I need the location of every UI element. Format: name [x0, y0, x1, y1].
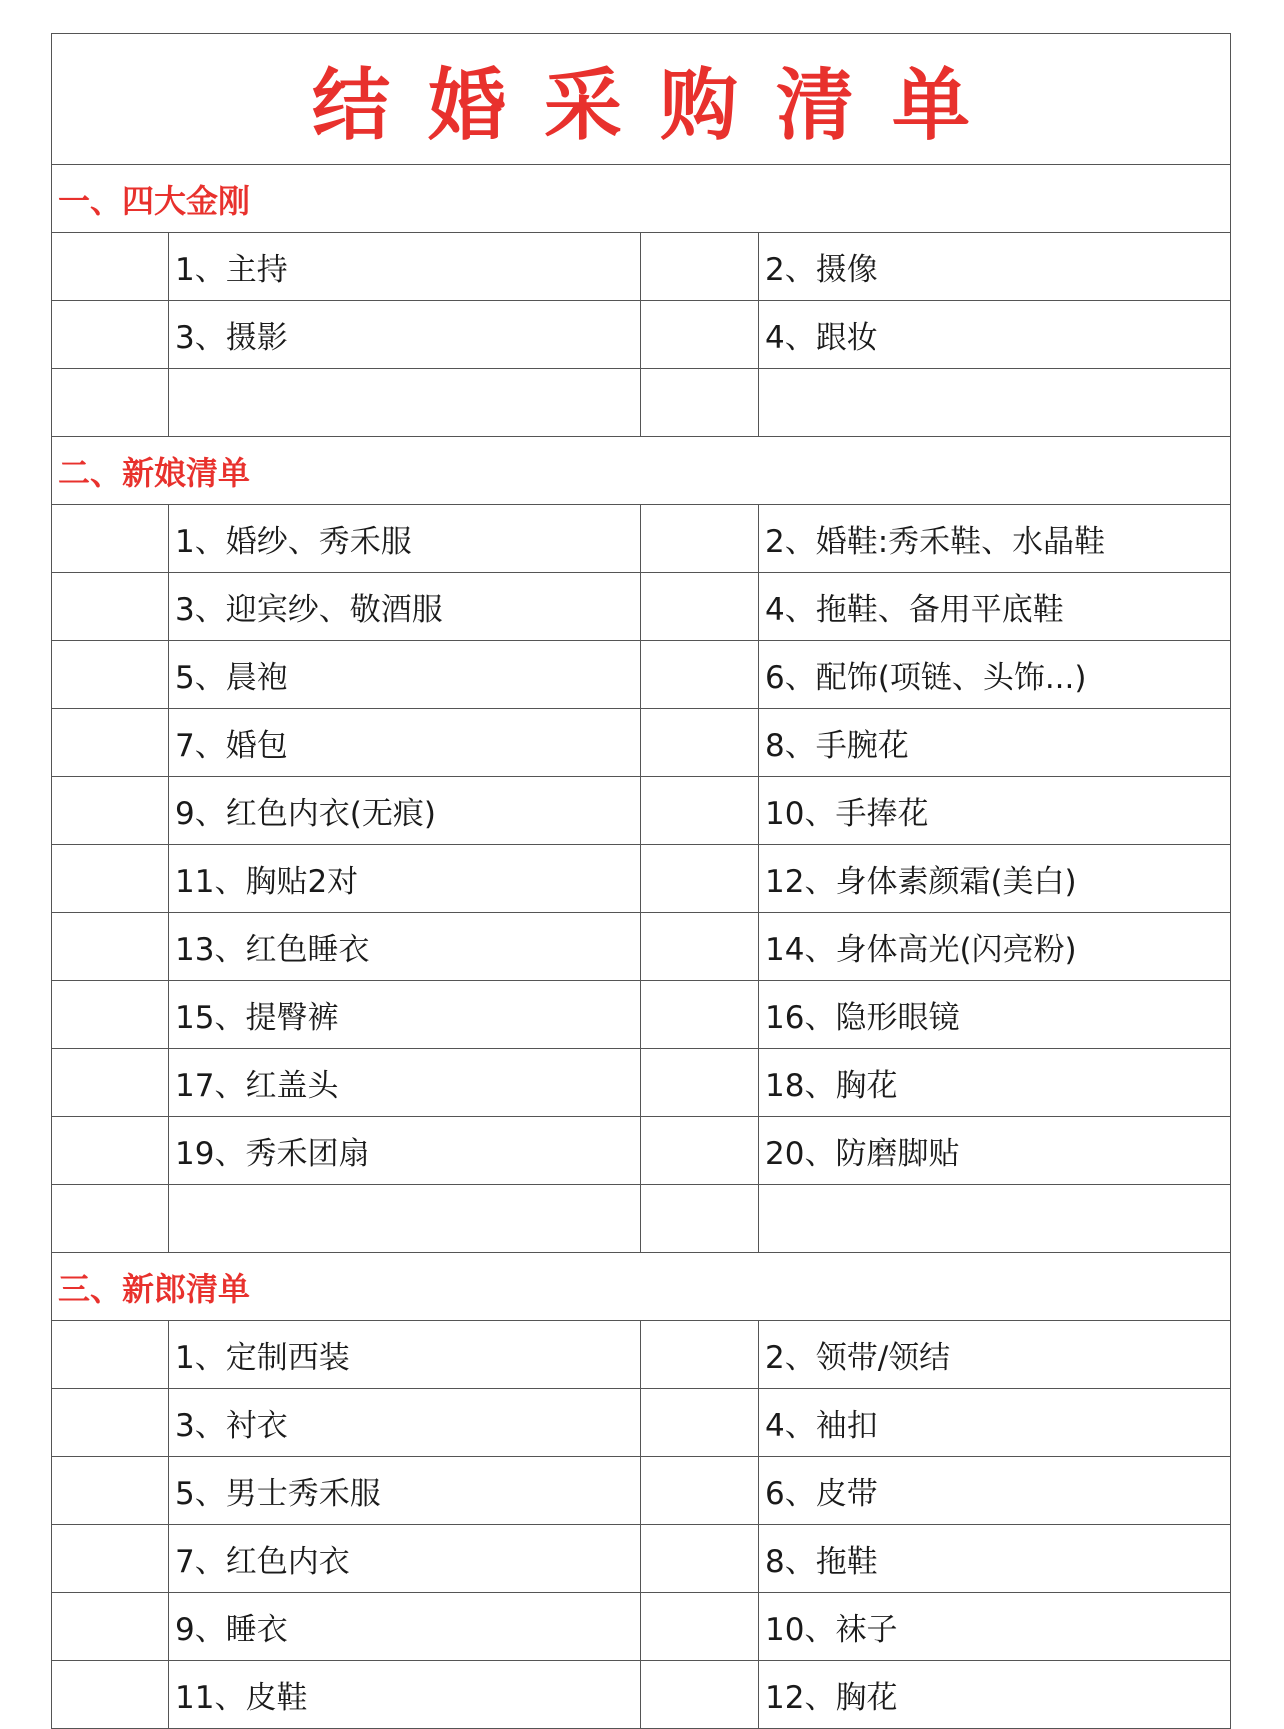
checkbox-column-cell [641, 1185, 759, 1253]
checkbox-column-cell [52, 1321, 169, 1389]
checkbox-column-cell [641, 1389, 759, 1457]
checkbox-column-cell [641, 505, 759, 573]
item-cell-right [759, 1185, 1231, 1253]
checkbox-column-cell [52, 1593, 169, 1661]
item-cell-right: 10、手捧花 [759, 777, 1231, 845]
item-cell-right: 10、袜子 [759, 1593, 1231, 1661]
checkbox-column-cell [52, 709, 169, 777]
table-row [52, 369, 1231, 437]
table-row [52, 709, 1231, 777]
checkbox-column-cell [641, 845, 759, 913]
item-cell-right: 6、皮带 [759, 1457, 1231, 1525]
item-cell-left: 9、红色内衣(无痕) [169, 777, 641, 845]
checkbox-column-cell [641, 709, 759, 777]
checkbox-column-cell [52, 913, 169, 981]
checkbox-column-cell [52, 233, 169, 301]
item-cell-left: 5、晨袍 [169, 641, 641, 709]
table-row [52, 233, 1231, 301]
item-cell-left [169, 369, 641, 437]
checkbox-column-cell [641, 1049, 759, 1117]
checkbox-column-cell [641, 1525, 759, 1593]
checkbox-column-cell [52, 505, 169, 573]
item-cell-left: 15、提臀裤 [169, 981, 641, 1049]
item-cell-left: 3、迎宾纱、敬酒服 [169, 573, 641, 641]
table-row [52, 1593, 1231, 1661]
checkbox-column-cell [641, 1457, 759, 1525]
table-row [52, 1389, 1231, 1457]
checkbox-column-cell [52, 981, 169, 1049]
table-row [52, 641, 1231, 709]
checkbox-column-cell [52, 641, 169, 709]
item-cell-right: 6、配饰(项链、头饰...) [759, 641, 1231, 709]
item-cell-right: 2、婚鞋:秀禾鞋、水晶鞋 [759, 505, 1231, 573]
checkbox-column-cell [641, 1593, 759, 1661]
checkbox-column-cell [641, 981, 759, 1049]
table-row [52, 1525, 1231, 1593]
section-heading: 三、新郎清单 [52, 1253, 1231, 1321]
checkbox-column-cell [641, 369, 759, 437]
item-cell-left: 1、定制西装 [169, 1321, 641, 1389]
shopping-list-table [51, 33, 1231, 1729]
checkbox-column-cell [52, 1389, 169, 1457]
item-cell-left: 7、婚包 [169, 709, 641, 777]
table-row [52, 1185, 1231, 1253]
table-row [52, 505, 1231, 573]
item-cell-right: 12、胸花 [759, 1661, 1231, 1729]
table-row [52, 1457, 1231, 1525]
section-heading: 一、四大金刚 [52, 165, 1231, 233]
checkbox-column-cell [641, 1117, 759, 1185]
checkbox-column-cell [641, 777, 759, 845]
section-header-row [52, 437, 1231, 505]
item-cell-left: 17、红盖头 [169, 1049, 641, 1117]
checkbox-column-cell [641, 573, 759, 641]
page-title: 结婚采购清单 [312, 61, 1009, 151]
item-cell-left: 11、皮鞋 [169, 1661, 641, 1729]
item-cell-right: 2、摄像 [759, 233, 1231, 301]
checkbox-column-cell [52, 369, 169, 437]
item-cell-left: 1、婚纱、秀禾服 [169, 505, 641, 573]
table-row [52, 301, 1231, 369]
checkbox-column-cell [52, 1185, 169, 1253]
table-row [52, 913, 1231, 981]
checkbox-column-cell [52, 1457, 169, 1525]
item-cell-right: 4、袖扣 [759, 1389, 1231, 1457]
checkbox-column-cell [52, 1049, 169, 1117]
item-cell-right: 18、胸花 [759, 1049, 1231, 1117]
section-heading: 二、新娘清单 [52, 437, 1231, 505]
section-header-row [52, 1253, 1231, 1321]
checkbox-column-cell [641, 641, 759, 709]
table-row [52, 1661, 1231, 1729]
section-header-row [52, 165, 1231, 233]
table-row [52, 1321, 1231, 1389]
item-cell-left: 9、睡衣 [169, 1593, 641, 1661]
checkbox-column-cell [52, 573, 169, 641]
item-cell-left: 5、男士秀禾服 [169, 1457, 641, 1525]
checkbox-column-cell [52, 301, 169, 369]
item-cell-right: 14、身体高光(闪亮粉) [759, 913, 1231, 981]
item-cell-right: 20、防磨脚贴 [759, 1117, 1231, 1185]
table-row [52, 573, 1231, 641]
checkbox-column-cell [641, 1661, 759, 1729]
item-cell-right: 16、隐形眼镜 [759, 981, 1231, 1049]
table-row [52, 777, 1231, 845]
item-cell-left [169, 1185, 641, 1253]
item-cell-right: 4、跟妆 [759, 301, 1231, 369]
checkbox-column-cell [641, 233, 759, 301]
item-cell-right: 8、手腕花 [759, 709, 1231, 777]
item-cell-left: 19、秀禾团扇 [169, 1117, 641, 1185]
item-cell-right [759, 369, 1231, 437]
item-cell-left: 7、红色内衣 [169, 1525, 641, 1593]
item-cell-right: 2、领带/领结 [759, 1321, 1231, 1389]
checkbox-column-cell [52, 1117, 169, 1185]
item-cell-left: 11、胸贴2对 [169, 845, 641, 913]
checkbox-column-cell [52, 777, 169, 845]
item-cell-right: 8、拖鞋 [759, 1525, 1231, 1593]
table-row [52, 1049, 1231, 1117]
checkbox-column-cell [52, 1661, 169, 1729]
table-row [52, 1117, 1231, 1185]
item-cell-left: 1、主持 [169, 233, 641, 301]
checkbox-column-cell [641, 1321, 759, 1389]
item-cell-left: 3、衬衣 [169, 1389, 641, 1457]
checkbox-column-cell [641, 913, 759, 981]
checkbox-column-cell [641, 301, 759, 369]
item-cell-right: 12、身体素颜霜(美白) [759, 845, 1231, 913]
title-row [52, 34, 1231, 165]
table-row [52, 981, 1231, 1049]
item-cell-left: 13、红色睡衣 [169, 913, 641, 981]
title-cell [52, 34, 1231, 165]
item-cell-right: 4、拖鞋、备用平底鞋 [759, 573, 1231, 641]
checkbox-column-cell [52, 845, 169, 913]
checkbox-column-cell [52, 1525, 169, 1593]
table-row [52, 845, 1231, 913]
item-cell-left: 3、摄影 [169, 301, 641, 369]
